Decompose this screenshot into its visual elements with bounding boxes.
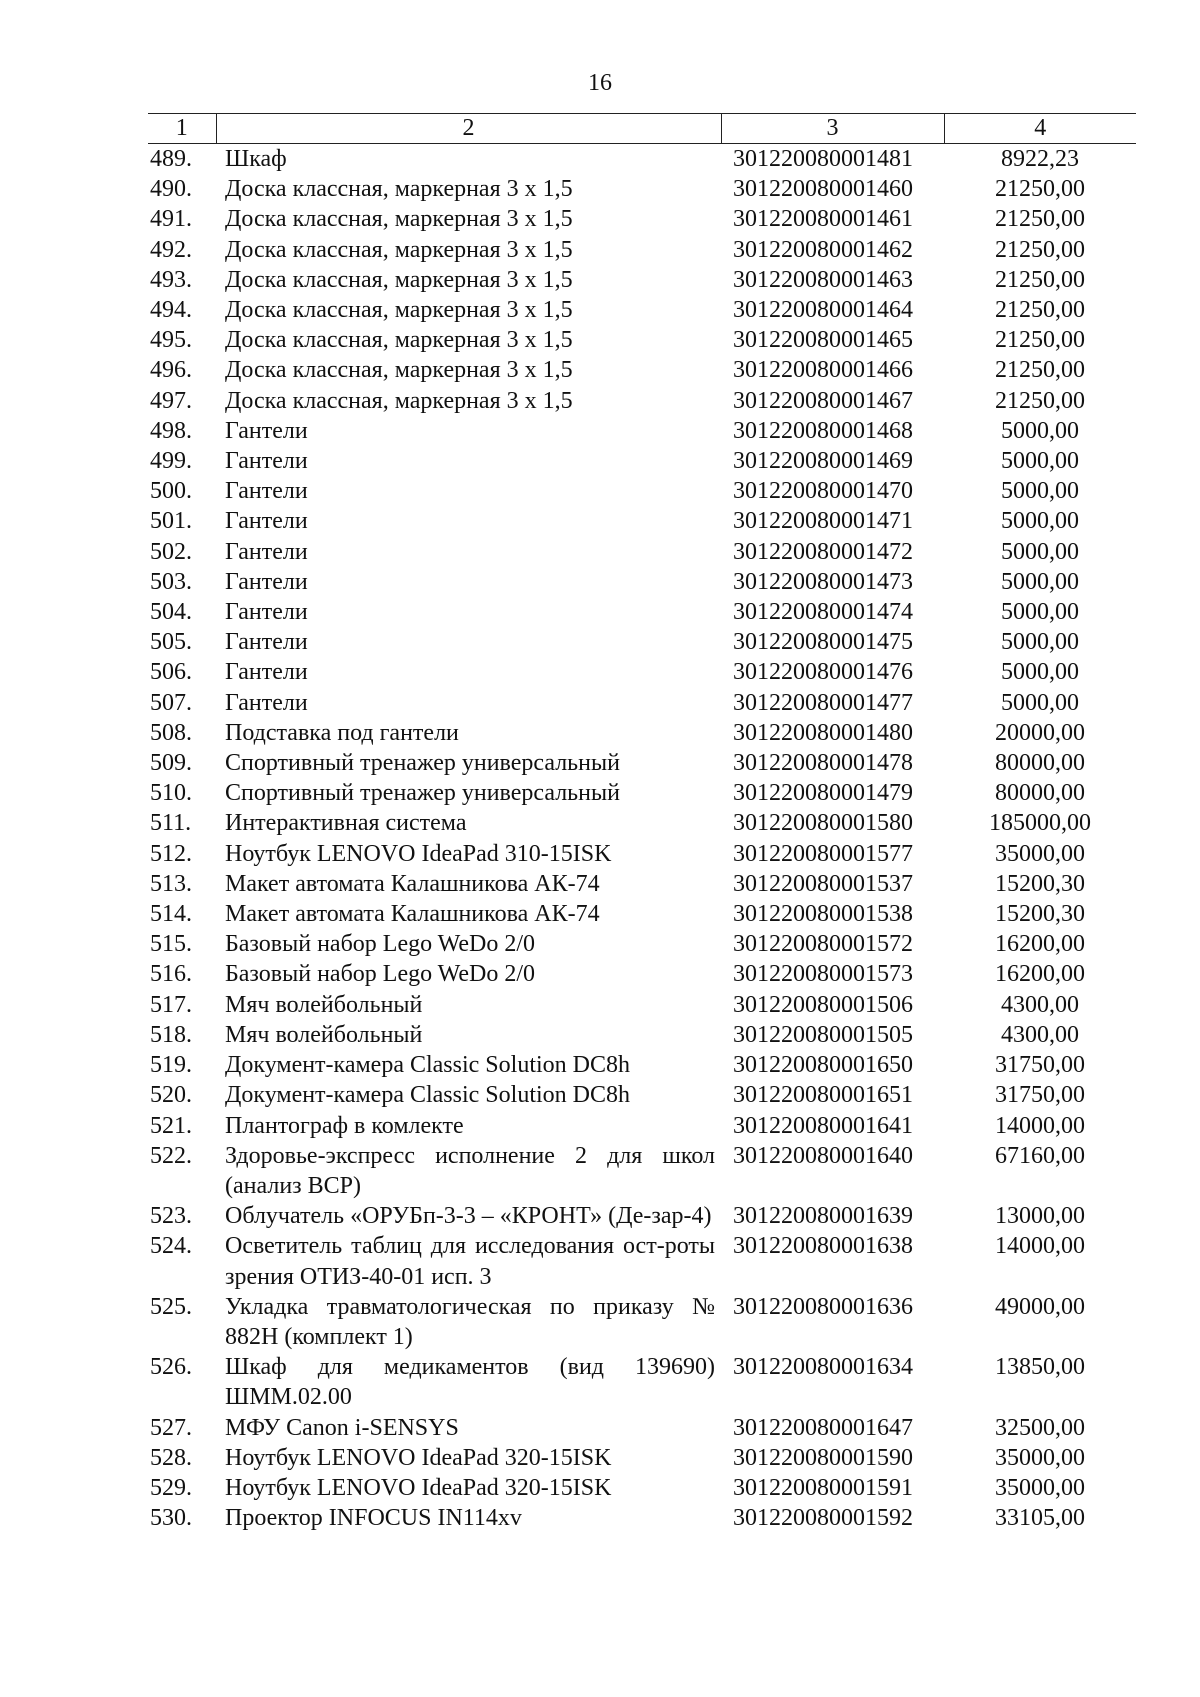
row-number: 520.	[150, 1082, 192, 1109]
row-number: 495.	[150, 327, 192, 354]
table-row	[148, 1443, 1136, 1473]
item-amount: 5000,00	[1001, 629, 1079, 656]
inventory-code: 301220080001465	[733, 327, 913, 354]
inventory-code: 301220080001480	[733, 719, 913, 746]
table-header	[148, 114, 1136, 144]
item-name: МФУ Canon i-SENSYS	[225, 1414, 459, 1441]
item-amount: 49000,00	[995, 1293, 1085, 1320]
inventory-code: 301220080001463	[733, 266, 913, 293]
item-amount: 21250,00	[995, 206, 1085, 233]
item-amount: 21250,00	[995, 297, 1085, 324]
item-name: Спортивный тренажер универсальный	[225, 750, 620, 777]
item-amount: 4300,00	[1001, 1021, 1079, 1048]
table-row	[148, 355, 1136, 385]
row-number: 503.	[150, 568, 192, 595]
column-header-1: 1	[148, 114, 216, 144]
item-amount: 8922,23	[1001, 146, 1079, 172]
row-number: 502.	[150, 538, 192, 565]
item-name: Шкаф	[225, 146, 287, 172]
inventory-code: 301220080001651	[733, 1082, 913, 1109]
item-name: Гантели	[225, 417, 308, 444]
item-name: Доска классная, маркерная 3 х 1,5	[225, 266, 573, 293]
inventory-code: 301220080001580	[733, 810, 913, 837]
item-amount: 21250,00	[995, 236, 1085, 263]
item-name: Документ-камера Classic Solution DC8h	[225, 1052, 630, 1079]
item-name: Плантограф в комлекте	[225, 1112, 464, 1139]
table-row	[148, 899, 1136, 929]
row-number: 518.	[150, 1021, 192, 1048]
table-row	[148, 657, 1136, 687]
inventory-code: 301220080001591	[733, 1474, 913, 1501]
item-amount: 5000,00	[1001, 478, 1079, 505]
item-name: Подставка под гантели	[225, 719, 459, 746]
inventory-code: 301220080001462	[733, 236, 913, 263]
page-number: 16	[588, 70, 612, 96]
inventory-code: 301220080001638	[733, 1233, 913, 1260]
item-name: Базовый набор Lego WeDo 2/0	[225, 961, 536, 988]
inventory-code: 301220080001537	[733, 870, 913, 897]
item-name: Гантели	[225, 478, 308, 505]
item-amount: 14000,00	[995, 1112, 1085, 1139]
row-number: 493.	[150, 266, 192, 293]
row-number: 530.	[150, 1505, 192, 1532]
inventory-code: 301220080001476	[733, 659, 913, 686]
item-amount: 15200,30	[995, 870, 1085, 897]
item-name: Доска классная, маркерная 3 х 1,5	[225, 176, 573, 203]
inventory-code: 301220080001468	[733, 417, 913, 444]
item-name: Доска классная, маркерная 3 х 1,5	[225, 387, 573, 414]
item-amount: 5000,00	[1001, 448, 1079, 475]
item-amount: 80000,00	[995, 750, 1085, 777]
table-row	[148, 778, 1136, 808]
item-amount: 16200,00	[995, 931, 1085, 958]
row-number: 496.	[150, 357, 192, 384]
item-amount: 35000,00	[995, 1474, 1085, 1501]
row-number: 492.	[150, 236, 192, 263]
item-amount: 5000,00	[1001, 538, 1079, 565]
item-name: Макет автомата Калашникова АК-74	[225, 901, 600, 928]
item-amount: 21250,00	[995, 176, 1085, 203]
inventory-code: 301220080001477	[733, 689, 913, 716]
row-number: 513.	[150, 870, 192, 897]
item-amount: 16200,00	[995, 961, 1085, 988]
row-number: 498.	[150, 417, 192, 444]
inventory-code: 301220080001650	[733, 1052, 913, 1079]
item-name: Мяч волейбольный	[225, 1021, 423, 1048]
item-name: Гантели	[225, 568, 308, 595]
item-name: Мяч волейбольный	[225, 991, 423, 1018]
item-name: Доска классная, маркерная 3 х 1,5	[225, 236, 573, 263]
column-header-2: 2	[216, 114, 721, 144]
inventory-code: 301220080001639	[733, 1203, 913, 1230]
item-name: Доска классная, маркерная 3 х 1,5	[225, 327, 573, 354]
table-row	[148, 1352, 1136, 1412]
row-number: 505.	[150, 629, 192, 656]
item-name: Ноутбук LENOVO IdeaPad 320-15ISK	[225, 1474, 612, 1501]
table-row	[148, 1292, 1136, 1352]
item-amount: 21250,00	[995, 266, 1085, 293]
row-number: 516.	[150, 961, 192, 988]
row-number: 519.	[150, 1052, 192, 1079]
item-amount: 35000,00	[995, 1444, 1085, 1471]
item-amount: 5000,00	[1001, 599, 1079, 626]
table-row	[148, 929, 1136, 959]
table-row	[148, 839, 1136, 869]
row-number: 494.	[150, 297, 192, 324]
header-row	[148, 114, 1136, 144]
inventory-code: 301220080001472	[733, 538, 913, 565]
table-row	[148, 446, 1136, 476]
row-number: 514.	[150, 901, 192, 928]
item-name: Гантели	[225, 659, 308, 686]
table-row	[148, 506, 1136, 536]
item-amount: 5000,00	[1001, 568, 1079, 595]
table-row	[148, 1141, 1136, 1201]
item-amount: 13000,00	[995, 1203, 1085, 1230]
table-row	[148, 476, 1136, 506]
inventory-code: 301220080001473	[733, 568, 913, 595]
item-amount: 31750,00	[995, 1052, 1085, 1079]
table-row	[148, 1231, 1136, 1291]
item-name: Укладка травматологическая по приказу № 882Н (комплект 1)	[225, 1293, 715, 1350]
item-amount: 5000,00	[1001, 508, 1079, 535]
item-name: Ноутбук LENOVO IdeaPad 310-15ISK	[225, 840, 612, 867]
item-amount: 80000,00	[995, 780, 1085, 807]
item-amount: 5000,00	[1001, 659, 1079, 686]
item-amount: 5000,00	[1001, 417, 1079, 444]
item-amount: 33105,00	[995, 1505, 1085, 1532]
table-row	[148, 235, 1136, 265]
row-number: 497.	[150, 387, 192, 414]
item-name: Гантели	[225, 448, 308, 475]
table-row	[148, 808, 1136, 838]
inventory-code: 301220080001647	[733, 1414, 913, 1441]
table-row	[148, 627, 1136, 657]
item-name: Гантели	[225, 629, 308, 656]
inventory-code: 301220080001464	[733, 297, 913, 324]
table-row	[148, 869, 1136, 899]
inventory-code: 301220080001478	[733, 750, 913, 777]
row-number: 526.	[150, 1354, 192, 1381]
item-name: Проектор INFOCUS IN114xv	[225, 1505, 522, 1532]
inventory-code: 301220080001505	[733, 1021, 913, 1048]
item-name: Макет автомата Калашникова АК-74	[225, 870, 600, 897]
column-header-4: 4	[944, 114, 1136, 144]
inventory-code: 301220080001538	[733, 901, 913, 928]
row-number: 509.	[150, 750, 192, 777]
inventory-code: 301220080001460	[733, 176, 913, 203]
item-amount: 185000,00	[989, 810, 1091, 837]
table-row	[148, 1201, 1136, 1231]
row-number: 521.	[150, 1112, 192, 1139]
item-name: Документ-камера Classic Solution DC8h	[225, 1082, 630, 1109]
table-row	[148, 204, 1136, 234]
item-amount: 21250,00	[995, 357, 1085, 384]
item-name: Осветитель таблиц для исследования ост-роты зрения ОТИЗ-40-01 исп. 3	[225, 1233, 715, 1290]
row-number: 525.	[150, 1293, 192, 1320]
item-amount: 14000,00	[995, 1233, 1085, 1260]
inventory-code: 301220080001479	[733, 780, 913, 807]
table-row	[148, 1473, 1136, 1503]
item-amount: 67160,00	[995, 1142, 1085, 1169]
row-number: 491.	[150, 206, 192, 233]
table-row	[148, 688, 1136, 718]
item-name: Здоровье-экспресс исполнение 2 для школ (анализ ВСР)	[225, 1142, 715, 1199]
inventory-code: 301220080001506	[733, 991, 913, 1018]
inventory-code: 301220080001640	[733, 1142, 913, 1169]
inventory-code: 301220080001641	[733, 1112, 913, 1139]
table-row	[148, 1050, 1136, 1080]
row-number: 527.	[150, 1414, 192, 1441]
item-amount: 32500,00	[995, 1414, 1085, 1441]
table-row	[148, 386, 1136, 416]
inventory-code: 301220080001466	[733, 357, 913, 384]
inventory-code: 301220080001461	[733, 206, 913, 233]
item-amount: 5000,00	[1001, 689, 1079, 716]
row-number: 504.	[150, 599, 192, 626]
inventory-code: 301220080001475	[733, 629, 913, 656]
item-amount: 35000,00	[995, 840, 1085, 867]
table-row	[148, 748, 1136, 778]
item-name: Интерактивная система	[225, 810, 467, 837]
inventory-code: 301220080001573	[733, 961, 913, 988]
item-name: Гантели	[225, 599, 308, 626]
table-row	[148, 295, 1136, 325]
item-name: Спортивный тренажер универсальный	[225, 780, 620, 807]
inventory-table	[148, 113, 1136, 1533]
inventory-code: 301220080001592	[733, 1505, 913, 1532]
row-number: 508.	[150, 719, 192, 746]
table-body	[148, 144, 1136, 1534]
table-row	[148, 959, 1136, 989]
item-name: Доска классная, маркерная 3 х 1,5	[225, 357, 573, 384]
inventory-code: 301220080001469	[733, 448, 913, 475]
table-row	[148, 1111, 1136, 1141]
row-number: 517.	[150, 991, 192, 1018]
row-number: 512.	[150, 840, 192, 867]
row-number: 524.	[150, 1233, 192, 1260]
inventory-code: 301220080001577	[733, 840, 913, 867]
table-row	[148, 1020, 1136, 1050]
item-name: Гантели	[225, 508, 308, 535]
inventory-code: 301220080001467	[733, 387, 913, 414]
row-number: 489.	[150, 146, 192, 172]
inventory-code: 301220080001470	[733, 478, 913, 505]
row-number: 507.	[150, 689, 192, 716]
table-row	[148, 1503, 1136, 1533]
inventory-code: 301220080001572	[733, 931, 913, 958]
table-row	[148, 567, 1136, 597]
table-row	[148, 174, 1136, 204]
inventory-code: 301220080001636	[733, 1293, 913, 1320]
item-name: Гантели	[225, 689, 308, 716]
item-name: Ноутбук LENOVO IdeaPad 320-15ISK	[225, 1444, 612, 1471]
table-row	[148, 1080, 1136, 1110]
row-number: 522.	[150, 1142, 192, 1169]
row-number: 500.	[150, 478, 192, 505]
row-number: 529.	[150, 1474, 192, 1501]
column-header-3: 3	[721, 114, 944, 144]
table-row	[148, 265, 1136, 295]
item-name: Доска классная, маркерная 3 х 1,5	[225, 297, 573, 324]
row-number: 528.	[150, 1444, 192, 1471]
inventory-code: 301220080001481	[733, 146, 913, 172]
table-row	[148, 1413, 1136, 1443]
item-name: Доска классная, маркерная 3 х 1,5	[225, 206, 573, 233]
table-row	[148, 416, 1136, 446]
table-row	[148, 718, 1136, 748]
item-amount: 21250,00	[995, 387, 1085, 414]
inventory-code: 301220080001474	[733, 599, 913, 626]
table-row	[148, 537, 1136, 567]
item-name: Шкаф для медикаментов (вид 139690) ШММ.02.00	[225, 1354, 715, 1411]
row-number: 510.	[150, 780, 192, 807]
row-number: 499.	[150, 448, 192, 475]
row-number: 506.	[150, 659, 192, 686]
row-number: 501.	[150, 508, 192, 535]
item-amount: 21250,00	[995, 327, 1085, 354]
item-amount: 20000,00	[995, 719, 1085, 746]
item-name: Облучатель «ОРУБп-3-3 – «КРОНТ» (Де-зар-4)	[225, 1203, 712, 1230]
item-name: Базовый набор Lego WeDo 2/0	[225, 931, 536, 958]
row-number: 490.	[150, 176, 192, 203]
item-amount: 4300,00	[1001, 991, 1079, 1018]
item-amount: 15200,30	[995, 901, 1085, 928]
table-row	[148, 325, 1136, 355]
row-number: 523.	[150, 1203, 192, 1230]
table-row	[148, 990, 1136, 1020]
inventory-code: 301220080001634	[733, 1354, 913, 1381]
table-row	[148, 144, 1136, 175]
inventory-code: 301220080001471	[733, 508, 913, 535]
item-amount: 13850,00	[995, 1354, 1085, 1381]
row-number: 515.	[150, 931, 192, 958]
inventory-code: 301220080001590	[733, 1444, 913, 1471]
row-number: 511.	[150, 810, 192, 837]
table-row	[148, 597, 1136, 627]
item-name: Гантели	[225, 538, 308, 565]
item-amount: 31750,00	[995, 1082, 1085, 1109]
